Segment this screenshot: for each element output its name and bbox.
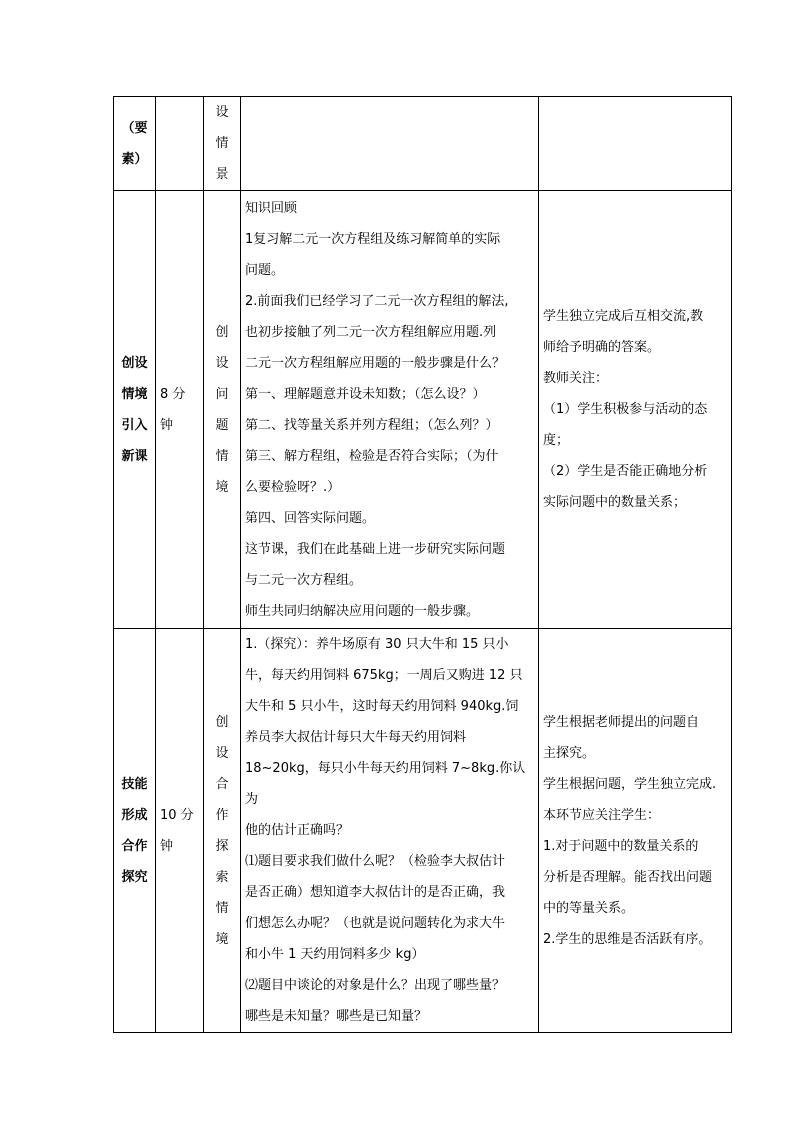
teacher-activity-cell: [241, 97, 539, 191]
time-cell: [156, 97, 204, 191]
scenario-cell: 设 情 景: [204, 97, 241, 191]
stage-cell: 创设 情境 引入 新课: [114, 191, 156, 629]
scenario-cell: 创 设 合 作 探 索 情 境: [204, 629, 241, 1033]
table-row: [114, 191, 732, 629]
scenario-cell: 创 设 问 题 情 境: [204, 191, 241, 629]
stage-cell: 技能 形成 合作 探究: [114, 629, 156, 1033]
table-row: [114, 97, 732, 191]
student-activity-cell: 学生根据老师提出的问题自 主探究。 学生根据问题，学生独立完成. 本环节应关注学生： 1.对于问题中的数量关系的 分析是否理解。能否找出问题 中的等量关系。 2.学生的思维是否活跃有序。: [539, 629, 732, 1033]
table-row: [114, 629, 732, 1033]
lesson-plan-table: [113, 96, 732, 1033]
student-activity-cell: 学生独立完成后互相交流,教 师给予明确的答案。 教师关注： （1）学生积极参与活动的态 度； （2）学生是否能正确地分析 实际问题中的数量关系；: [539, 191, 732, 629]
time-cell: 10 分 钟: [156, 629, 204, 1033]
student-activity-cell: [539, 97, 732, 191]
teacher-activity-cell: 知识回顾 1复习解二元一次方程组及练习解简单的实际 问题。 2.前面我们已经学习了二元一次方程组的解法, 也初步接触了列二元一次方程组解应用题.列 二元一次方程组解应用题的一般步骤是什么？ 第一、理解题意并设未知数；（怎么设？） 第二、找等量关系并列方程组；（怎么列？） 第三、解方程组，检验是否符合实际；（为什 么要检验呀？.） 第四、回答实际问题。 这节课，我们在此基础上进一步研究实际问题 与二元一次方程组。 师生共同归纳解决应用问题的一般步骤。: [241, 191, 539, 629]
teacher-activity-cell: 1.（探究）：养牛场原有 30 只大牛和 15 只小 牛，每天约用饲料 675kg；一周后又购进 12 只 大牛和 5 只小牛，这时每天约用饲料 940kg.饲 养员李大叔估计每只大牛每天约用饲料 18~20kg，每只小牛每天约用饲料 7~8kg.你认为 他的估计正确吗？ ⑴题目要求我们做什么呢？（检验李大叔估计 是否正确）想知道李大叔估计的是否正确，我 们想怎么办呢？（也就是说问题转化为求大牛 和小牛 1 天约用饲料多少 kg） ⑵题目中谈论的对象是什么？出现了哪些量？ 哪些是未知量？哪些是已知量？: [241, 629, 539, 1033]
stage-cell: （要 素）: [114, 97, 156, 191]
time-cell: 8 分 钟: [156, 191, 204, 629]
